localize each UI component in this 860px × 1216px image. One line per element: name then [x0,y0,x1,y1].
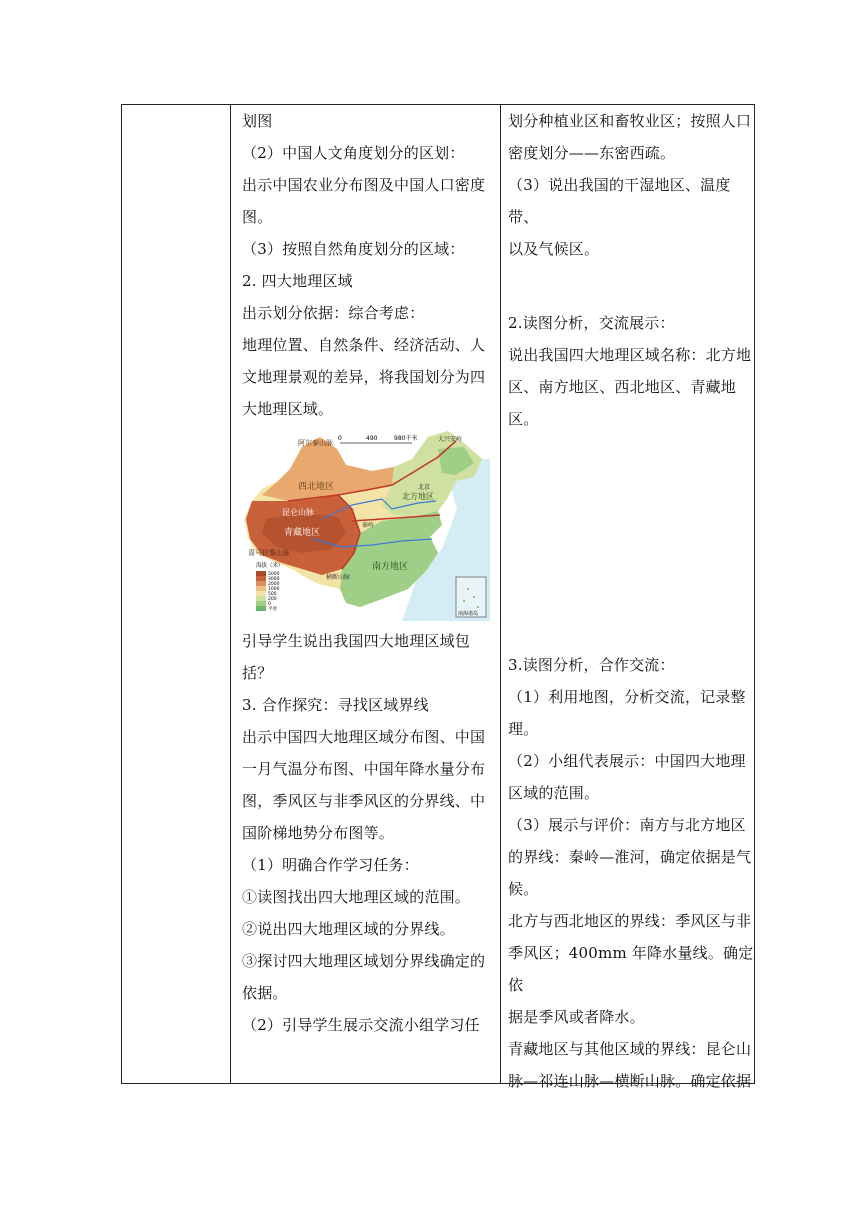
label-beifang: 北方地区 [402,492,434,501]
legend-title: 海拔（米） [256,563,284,569]
student-text-line: 划分种植业区和畜牧业区；按照人口 [508,112,752,130]
student-text-line: （3）说出我国的干湿地区、温度带、 [508,176,731,226]
student-text-line: 说出我国四大地理区域名称：北方地 [508,346,752,364]
label-altai: 阿尔泰山脉 [298,439,333,447]
map-svg [242,429,490,621]
china-regions-map [242,429,490,621]
svg-text:5000: 5000 [268,572,280,577]
teacher-text-line: （1）明确合作学习任务： [242,856,419,874]
teacher-text-line: 出示中国四大地理区域分布图、中国 [242,728,486,746]
teacher-text-line: 3. 合作探究：寻找区域界线 [242,696,429,714]
label-hengduan: 横断山脉 [326,574,351,581]
student-text-block-1 [508,105,754,265]
student-text-line: 青藏地区与其他区域的界线：昆仑山 [508,1040,752,1058]
scale-490: 490 [366,435,378,442]
teacher-text-line: 引导学生说出我国四大地理区域包 [242,632,471,650]
teacher-text-line: 图，季风区与非季风区的分界线、中 [242,792,486,810]
label-beijing: 北京 [418,484,431,491]
svg-text:2000: 2000 [268,582,280,587]
svg-text:1000: 1000 [268,587,280,592]
student-text-line: 的界线：秦岭—淮河，确定依据是气 [508,848,752,866]
teacher-text-line: （2）中国人文角度划分的区划： [242,144,465,162]
scale-980: 980千米 [394,435,418,442]
student-text-line: 区、南方地区、西北地区、青藏地区。 [508,378,737,428]
teacher-text-line: （3）按照自然角度划分的区域： [242,240,465,258]
student-activity-column [508,105,754,1090]
student-text-line: 候。 [508,880,539,898]
teacher-text-line: 国阶梯地势分布图等。 [242,824,395,842]
svg-text:500: 500 [268,592,277,597]
student-text-line: 以及气候区。 [508,240,600,258]
teacher-text-line: 2. 四大地理区域 [242,272,353,290]
teacher-text-line: 地理位置、自然条件、经济活动、人 [242,336,486,354]
student-text-line: 脉—祁连山脉—横断山脉。确定依据 [508,1072,752,1090]
teacher-text-line: ③探讨四大地理区域划分界线确定的 [242,952,486,970]
label-xibei: 西北地区 [298,482,335,492]
svg-text:200: 200 [268,597,277,602]
student-text-line: （2）小组代表展示：中国四大地理 [508,752,746,770]
label-nanfang: 南方地区 [372,562,409,572]
label-himalaya: 喜马拉雅山脉 [248,549,290,557]
teacher-text-line: ②说出四大地理区域的分界线。 [242,920,455,938]
teacher-text-line: 出示中国农业分布图及中国人口密度 [242,176,486,194]
student-text-line: （3）展示与评价：南方与北方地区 [508,816,746,834]
column-divider-1 [230,105,231,1083]
teacher-text-line: 大地理区域。 [242,400,334,418]
teacher-activity-column [242,105,504,1041]
student-text-line: 2.读图分析，交流展示： [508,314,675,332]
teacher-text-line: 图。 [242,208,273,226]
svg-text:3000: 3000 [268,577,280,582]
teacher-text-block-2 [242,625,504,1041]
teacher-text-line: 一月气温分布图、中国年降水量分布 [242,760,486,778]
student-text-block-2 [508,307,754,435]
teacher-text-line: （2）引导学生展示交流小组学习任 [242,1016,480,1034]
student-text-line: 区域的范围。 [508,784,600,802]
inset-label: 南海诸岛 [458,611,479,617]
teacher-text-line: 文地理景观的差异，将我国划分为四 [242,368,486,386]
teacher-text-line: 出示划分依据：综合考虑： [242,304,425,322]
student-text-line: 密度划分——东密西疏。 [508,144,676,162]
label-qinling: 秦岭 [362,522,375,529]
svg-text:平原: 平原 [268,607,277,612]
student-text-line: 据是季风或者降水。 [508,1008,645,1026]
student-text-block-3 [508,649,754,1097]
teacher-text-line: ①读图找出四大地理区域的范围。 [242,888,471,906]
student-text-line: 季风区；400mm 年降水量线。确定依 [508,944,754,994]
student-text-line: 理。 [508,720,539,738]
student-text-line: 3.读图分析，合作交流： [508,656,675,674]
student-text-line: （1）利用地图，分析交流，记录整 [508,688,746,706]
scale-0: 0 [338,435,342,442]
student-text-line: 北方与西北地区的界线：季风区与非 [508,912,752,930]
lesson-table [121,104,755,1090]
svg-text:0: 0 [268,602,271,607]
teacher-text-line: 依据。 [242,984,288,1002]
label-daxing: 大兴安岭 [438,436,463,443]
label-kunlun: 昆仑山脉 [282,508,314,517]
label-qingzang: 青藏地区 [284,528,321,538]
teacher-text-block-1 [242,105,504,425]
teacher-text-line: 划图 [242,112,273,130]
teacher-text-line: 括？ [242,664,273,682]
